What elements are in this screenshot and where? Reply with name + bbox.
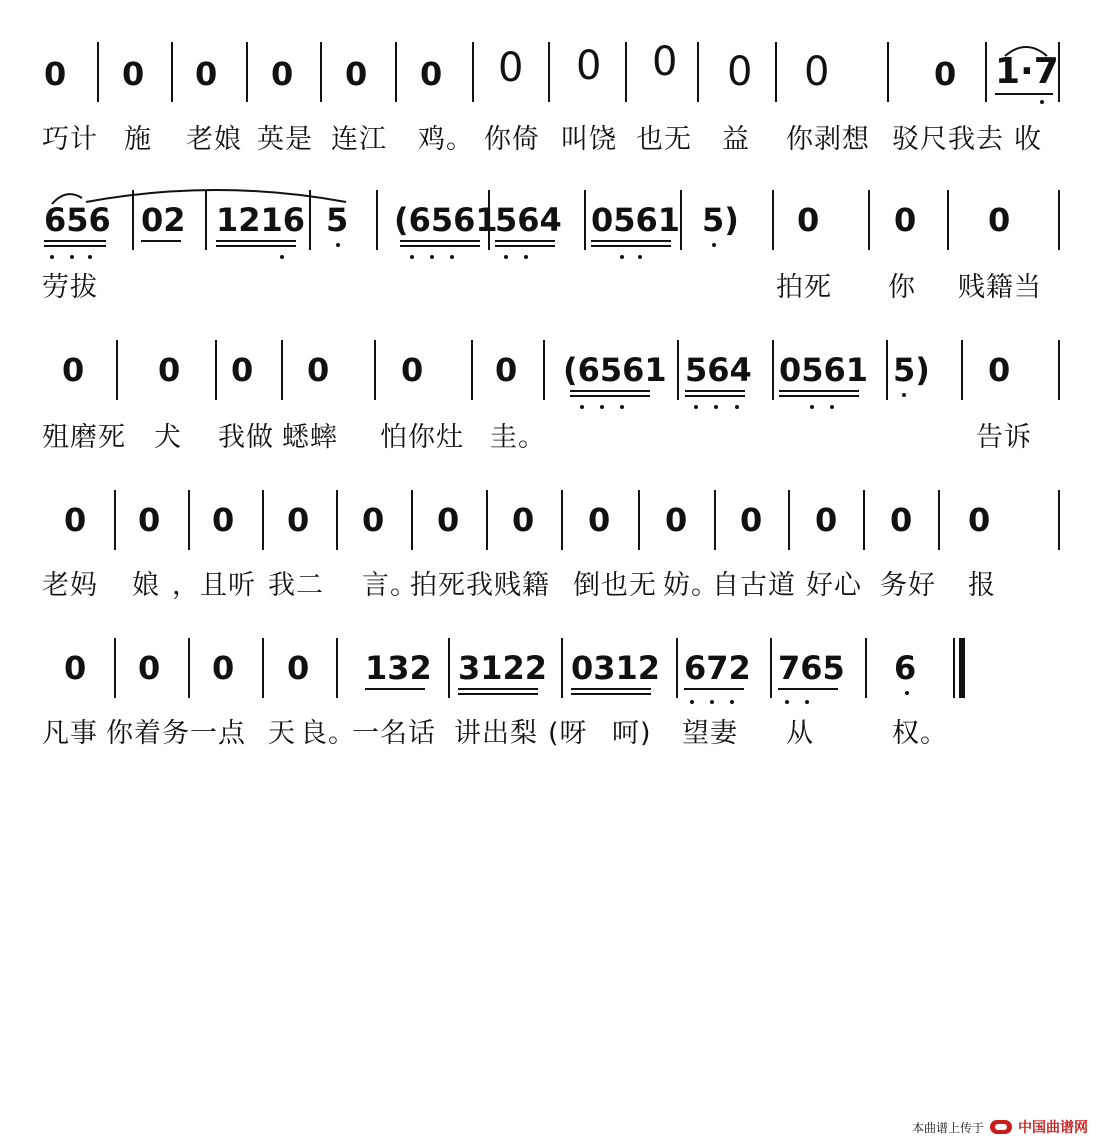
note: 02 [141, 201, 186, 239]
underline [458, 693, 538, 695]
note: 564 [685, 351, 752, 389]
barline [947, 190, 949, 250]
note: (6561 [394, 201, 498, 239]
octave-dot [620, 405, 624, 409]
octave-dot [712, 243, 716, 247]
underline [571, 688, 651, 690]
note: 0 [988, 351, 1011, 389]
barline [114, 638, 116, 698]
barline [788, 490, 790, 550]
note: 1·7 [995, 51, 1059, 92]
note: 0 [212, 649, 235, 687]
barline [205, 190, 207, 250]
note: 0 [138, 501, 161, 539]
barline [486, 490, 488, 550]
octave-dot [694, 405, 698, 409]
note: 0 [195, 55, 218, 93]
barline [584, 190, 586, 250]
barline [1058, 490, 1060, 550]
lyric: 告诉 [976, 422, 1032, 453]
note: 0 [122, 55, 145, 93]
note: 0 [62, 351, 85, 389]
lyric: ，且听 [172, 570, 256, 601]
note: 132 [365, 649, 432, 687]
underline [216, 245, 296, 247]
note: 0 [362, 501, 385, 539]
underline [779, 395, 859, 397]
octave-dot [70, 255, 74, 259]
barline [625, 42, 627, 102]
barline [1058, 190, 1060, 250]
barline [395, 42, 397, 102]
lyric: 拍死我贱籍 [410, 570, 550, 601]
underline [570, 390, 650, 392]
note: 0 [287, 501, 310, 539]
barline [262, 490, 264, 550]
note: 0 [894, 201, 917, 239]
octave-dot [450, 255, 454, 259]
upload-note: 本曲谱上传于 [911, 1120, 984, 1135]
site-brand[interactable]: 中国曲谱网 [1018, 1120, 1088, 1136]
note: 672 [684, 649, 751, 687]
note: 0561 [591, 201, 681, 239]
lyric: 娘 [132, 570, 160, 601]
octave-dot [336, 243, 340, 247]
underline [44, 240, 106, 242]
barline [543, 340, 545, 400]
note: 0 [804, 49, 830, 95]
barline [281, 340, 283, 400]
octave-dot [580, 405, 584, 409]
octave-dot [1040, 100, 1044, 104]
underline [591, 245, 671, 247]
final-barline [959, 638, 965, 698]
note: 0561 [779, 351, 869, 389]
underline [44, 245, 106, 247]
note: 0 [287, 649, 310, 687]
note: 0 [665, 501, 688, 539]
barline [770, 638, 772, 698]
note: 0 [495, 351, 518, 389]
lyric: 呵) [612, 718, 652, 749]
barline [677, 340, 679, 400]
lyric: 你 [888, 272, 916, 303]
barline [638, 490, 640, 550]
lyric: 驳尺我去 [892, 124, 1004, 155]
barline [309, 190, 311, 250]
barline [863, 490, 865, 550]
note: 0 [890, 501, 913, 539]
lyric: 怕你灶 [380, 422, 464, 453]
lyric: 从 [786, 718, 814, 749]
barline [97, 42, 99, 102]
lyric: 叫饶 [561, 124, 617, 155]
note: 0 [797, 201, 820, 239]
barline [472, 42, 474, 102]
octave-dot [785, 700, 789, 704]
underline [570, 395, 650, 397]
lyric: 望妻 [682, 718, 738, 749]
lyric: 老妈 [42, 570, 98, 601]
octave-dot [620, 255, 624, 259]
note: 0 [652, 39, 678, 85]
octave-dot [714, 405, 718, 409]
barline [561, 638, 563, 698]
underline [684, 688, 744, 690]
note: 0 [64, 649, 87, 687]
barline [336, 638, 338, 698]
note: 5) [893, 351, 930, 389]
barline [262, 638, 264, 698]
underline [495, 240, 555, 242]
barline [188, 490, 190, 550]
note: 0 [231, 351, 254, 389]
note: 0 [968, 501, 991, 539]
underline [216, 240, 296, 242]
lyric: 妨。 [663, 570, 719, 601]
octave-dot [730, 700, 734, 704]
site-logo-icon [990, 1120, 1012, 1134]
octave-dot [524, 255, 528, 259]
lyric: 也无 [636, 124, 692, 155]
barline [336, 490, 338, 550]
note: 3122 [458, 649, 548, 687]
lyric: 殂磨死 [42, 422, 126, 453]
barline [448, 638, 450, 698]
octave-dot [280, 255, 284, 259]
lyric: 我做 [218, 422, 274, 453]
barline [1058, 340, 1060, 400]
note: 0312 [571, 649, 661, 687]
underline [458, 688, 538, 690]
barline [953, 638, 955, 698]
barline [961, 340, 963, 400]
lyric: 倒也无 [573, 570, 657, 601]
underline [685, 395, 745, 397]
note: 0 [420, 55, 443, 93]
slur-mark [1002, 40, 1050, 58]
barline [676, 638, 678, 698]
lyric: 良。 [300, 718, 356, 749]
underline [400, 240, 480, 242]
note: 0 [44, 55, 67, 93]
barline [772, 190, 774, 250]
lyric: 报 [968, 570, 996, 601]
octave-dot [810, 405, 814, 409]
lyric: 自古道 [712, 570, 796, 601]
barline [775, 42, 777, 102]
lyric: 鸡。 [418, 124, 474, 155]
barline [865, 638, 867, 698]
lyric: 益 [722, 124, 750, 155]
octave-dot [430, 255, 434, 259]
lyric: 连江 [331, 124, 387, 155]
note: 0 [815, 501, 838, 539]
octave-dot [805, 700, 809, 704]
lyric: 拍死 [776, 272, 832, 303]
site-footer [912, 1117, 1088, 1137]
barline [320, 42, 322, 102]
note: 1216 [216, 201, 306, 239]
octave-dot [410, 255, 414, 259]
octave-dot [710, 700, 714, 704]
underline [685, 390, 745, 392]
barline [886, 340, 888, 400]
octave-dot [902, 393, 906, 397]
lyric: 讲出梨 [454, 718, 538, 749]
note: 0 [138, 649, 161, 687]
lyric: 老娘 [186, 124, 242, 155]
note: 0 [64, 501, 87, 539]
barline [132, 190, 134, 250]
underline [141, 240, 181, 242]
barline [697, 42, 699, 102]
underline [571, 693, 651, 695]
lyric: 言。 [362, 570, 418, 601]
lyric: 权。 [892, 718, 948, 749]
lyric: 一名话 [352, 718, 436, 749]
lyric: 务好 [880, 570, 936, 601]
lyric: 天 [268, 718, 296, 749]
barline [548, 42, 550, 102]
underline [778, 688, 838, 690]
lyric: 收 [1014, 124, 1042, 155]
note: 765 [778, 649, 845, 687]
note: 0 [727, 49, 753, 95]
underline [495, 245, 555, 247]
octave-dot [830, 405, 834, 409]
lyric: 我二 [268, 570, 324, 601]
underline [400, 245, 480, 247]
note: 6 [894, 649, 917, 687]
underline [779, 390, 859, 392]
lyric: 你着务一点 [106, 718, 246, 749]
octave-dot [88, 255, 92, 259]
note: 0 [576, 43, 602, 89]
octave-dot [735, 405, 739, 409]
octave-dot [905, 691, 909, 695]
lyric: 英是 [257, 124, 313, 155]
octave-dot [50, 255, 54, 259]
barline [471, 340, 473, 400]
underline [591, 240, 671, 242]
note: 564 [495, 201, 562, 239]
lyric: 你剥想 [786, 124, 870, 155]
underline [995, 93, 1053, 95]
barline [938, 490, 940, 550]
lyric: 圭。 [490, 422, 546, 453]
note: 0 [158, 351, 181, 389]
barline [116, 340, 118, 400]
lyric: 施 [124, 124, 152, 155]
lyric: 贱籍当 [958, 272, 1042, 303]
barline [374, 340, 376, 400]
barline [215, 340, 217, 400]
barline [680, 190, 682, 250]
underline [365, 688, 425, 690]
lyric: 劳拔 [42, 272, 98, 303]
note: 0 [401, 351, 424, 389]
lyric: 蟋蟀 [282, 422, 338, 453]
note: 0 [437, 501, 460, 539]
note: 5) [702, 201, 739, 239]
lyric: (呀 [548, 718, 588, 749]
note: 0 [988, 201, 1011, 239]
octave-dot [638, 255, 642, 259]
barline [985, 42, 987, 102]
barline [246, 42, 248, 102]
barline [714, 490, 716, 550]
lyric: 巧计 [42, 124, 98, 155]
note: 0 [588, 501, 611, 539]
note: 0 [212, 501, 235, 539]
barline [188, 638, 190, 698]
lyric: 你倚 [484, 124, 540, 155]
barline [411, 490, 413, 550]
octave-dot [600, 405, 604, 409]
note: 0 [740, 501, 763, 539]
note: 0 [498, 45, 524, 91]
lyric: 犬 [154, 422, 182, 453]
barline [114, 490, 116, 550]
barline [868, 190, 870, 250]
barline [772, 340, 774, 400]
note: (6561 [563, 351, 667, 389]
note: 0 [512, 501, 535, 539]
note: 656 [44, 201, 111, 239]
lyric: 凡事 [42, 718, 98, 749]
barline [887, 42, 889, 102]
octave-dot [690, 700, 694, 704]
note: 0 [345, 55, 368, 93]
barline [171, 42, 173, 102]
lyric: 好心 [806, 570, 862, 601]
note: 0 [271, 55, 294, 93]
barline [376, 190, 378, 250]
note: 0 [307, 351, 330, 389]
barline [561, 490, 563, 550]
octave-dot [504, 255, 508, 259]
note: 0 [934, 55, 957, 93]
note: 5 [326, 201, 349, 239]
